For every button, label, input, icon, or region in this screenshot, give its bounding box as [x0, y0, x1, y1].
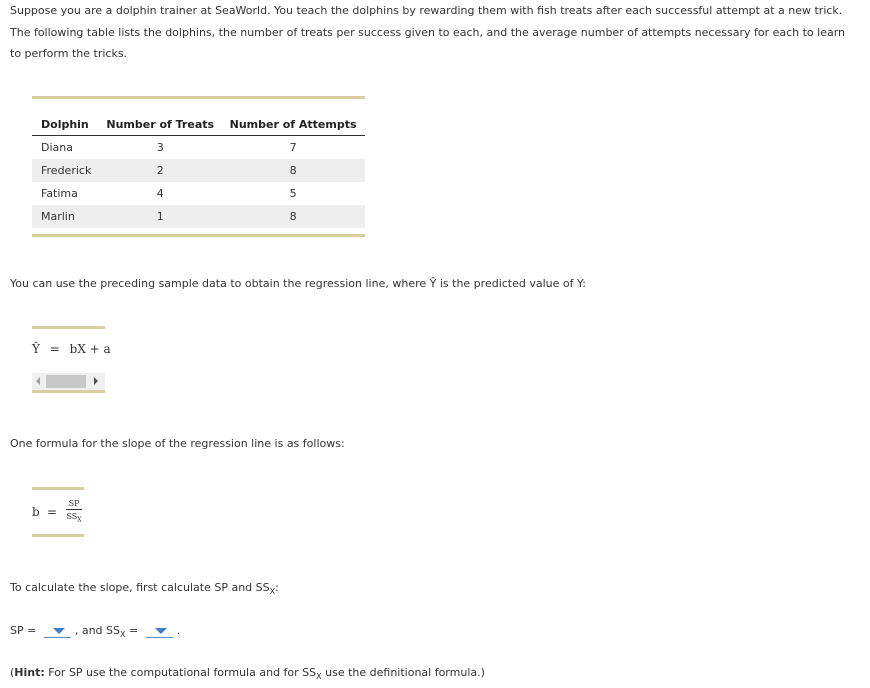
cell-dolphin: Frederick	[32, 159, 99, 182]
slope-description: One formula for the slope of the regression line is as follows:	[10, 437, 345, 450]
and-ss-label: , and $SS_X$	[74, 624, 126, 640]
equation2-bottom-rule	[32, 534, 84, 537]
chevron-down-icon[interactable]	[155, 628, 167, 634]
scroll-left-icon[interactable]	[36, 377, 40, 385]
hint-label: Hint:	[14, 666, 45, 679]
y-hat-symbol: Ŷ	[32, 342, 40, 356]
period: .	[176, 624, 181, 637]
cell-treats: 2	[99, 159, 221, 182]
cell-dolphin: Diana	[41, 141, 73, 154]
slope-symbol: b	[32, 505, 40, 519]
ss-equals: =	[128, 624, 139, 637]
chevron-down-icon[interactable]	[53, 628, 65, 634]
cell-attempts: 8	[221, 205, 365, 228]
equals-sign: =	[49, 342, 60, 356]
hint-text: (Hint: For SP use the computational formula and for $SS_X$ use the definitional formula.)	[10, 666, 485, 682]
fraction-numerator: SP	[66, 498, 82, 510]
equation2-top-rule	[32, 487, 84, 490]
cell-dolphin: Marlin	[32, 205, 99, 228]
table-row	[32, 205, 365, 228]
scroll-thumb[interactable]	[46, 375, 86, 388]
intro-paragraph: Suppose you are a dolphin trainer at SeaWorld. You teach the dolphins by rewarding them with fish treats after each successful attempt at a new trick. The following table lists the dolphins, the number of treats per success given to each, and the average number of attempts necessary for each to learn to perform the tricks.	[10, 4, 846, 60]
equals-sign: =	[47, 505, 58, 519]
table-row	[32, 159, 365, 182]
cell-treats: 3	[156, 141, 164, 154]
cell-treats: 4	[156, 187, 164, 200]
ssx-dropdown[interactable]	[146, 625, 173, 638]
cell-attempts: 8	[221, 159, 365, 182]
table-row	[32, 182, 365, 205]
cell-attempts: 5	[289, 187, 297, 200]
dolphin-data-table	[32, 96, 365, 237]
column-header-dolphin: Dolphin	[32, 99, 99, 136]
sp-dropdown[interactable]	[44, 625, 71, 638]
equation-scrollbar[interactable]	[32, 373, 105, 390]
sp-label: SP =	[10, 624, 37, 637]
equation1-bottom-rule	[32, 390, 105, 393]
regression-equation	[32, 342, 111, 356]
answer-row	[10, 620, 180, 646]
calculate-instruction: To calculate the slope, first calculate SP and $SS_X$:	[10, 581, 279, 597]
fraction-denominator: $SS_X$	[66, 512, 82, 524]
equation-rhs: bX + a	[69, 342, 111, 356]
table-row	[32, 136, 365, 160]
equation1-top-rule	[32, 326, 105, 329]
column-header-treats: Number of Treats	[99, 99, 221, 136]
scroll-right-icon[interactable]	[94, 377, 98, 385]
table-bottom-rule	[32, 234, 365, 237]
cell-attempts: 7	[289, 141, 297, 154]
table-header-row	[32, 99, 365, 136]
column-header-attempts: Number of Attempts	[221, 99, 365, 136]
regression-description: You can use the preceding sample data to obtain the regression line, where Ŷ is the predicted value of Y:	[10, 277, 586, 290]
cell-treats: 1	[99, 205, 221, 228]
cell-dolphin: Fatima	[41, 187, 78, 200]
